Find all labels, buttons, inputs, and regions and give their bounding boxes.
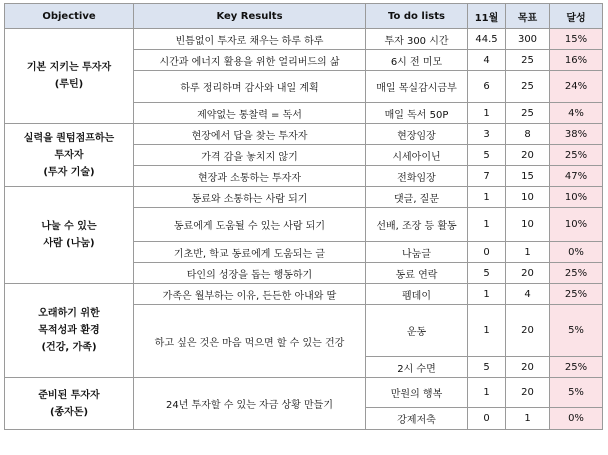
table-row <box>5 29 603 50</box>
goal-cell: 8 <box>506 124 550 145</box>
header-key-results: Key Results <box>134 4 366 29</box>
todo-cell: 투자 300 시간 <box>366 29 468 50</box>
header-november: 11월 <box>468 4 506 29</box>
november-cell: 4 <box>468 50 506 71</box>
achievement-cell: 25% <box>550 357 603 378</box>
objective-cell: 기본 지키는 투자자 (루틴) <box>5 29 134 124</box>
achievement-cell: 47% <box>550 166 603 187</box>
november-cell: 1 <box>468 305 506 357</box>
achievement-cell: 10% <box>550 187 603 208</box>
key-result-cell: 동료와 소통하는 사람 되기 <box>134 187 366 208</box>
november-cell: 0 <box>468 242 506 263</box>
table-row <box>5 187 603 208</box>
goal-cell: 15 <box>506 166 550 187</box>
objective-cell: 실력을 퀀텀점프하는 투자자 (투자 기술) <box>5 124 134 187</box>
key-result-cell: 하루 정리하며 감사와 내일 계획 <box>134 71 366 103</box>
achievement-cell: 5% <box>550 378 603 408</box>
todo-cell: 운동 <box>366 305 468 357</box>
key-result-cell: 현장에서 답을 찾는 투자자 <box>134 124 366 145</box>
goal-cell: 25 <box>506 103 550 124</box>
november-cell: 1 <box>468 284 506 305</box>
key-result-cell: 24년 투자할 수 있는 자금 상황 만들기 <box>134 378 366 430</box>
todo-cell: 댓글, 질문 <box>366 187 468 208</box>
key-result-cell: 하고 싶은 것은 마음 먹으면 할 수 있는 건강 <box>134 305 366 378</box>
header-todo: To do lists <box>366 4 468 29</box>
november-cell: 3 <box>468 124 506 145</box>
objective-cell: 준비된 투자자 (종자돈) <box>5 378 134 430</box>
november-cell: 6 <box>468 71 506 103</box>
header-row <box>5 4 603 29</box>
todo-cell: 2시 수면 <box>366 357 468 378</box>
todo-cell: 만원의 행복 <box>366 378 468 408</box>
goal-cell: 25 <box>506 50 550 71</box>
todo-cell: 시세아이닌 <box>366 145 468 166</box>
key-result-cell: 기초반, 학교 동료에게 도움되는 글 <box>134 242 366 263</box>
achievement-cell: 5% <box>550 305 603 357</box>
header-goal: 목표 <box>506 4 550 29</box>
key-result-cell: 가격 감을 놓치지 않기 <box>134 145 366 166</box>
key-result-cell: 가족은 월부하는 이유, 든든한 아내와 딸 <box>134 284 366 305</box>
table-row <box>5 284 603 305</box>
objective-cell: 나눌 수 있는 사람 (나눔) <box>5 187 134 284</box>
goal-cell: 10 <box>506 208 550 242</box>
header-achievement: 달성 <box>550 4 603 29</box>
key-result-cell: 현장과 소통하는 투자자 <box>134 166 366 187</box>
todo-cell: 전화임장 <box>366 166 468 187</box>
november-cell: 1 <box>468 103 506 124</box>
achievement-cell: 4% <box>550 103 603 124</box>
november-cell: 7 <box>468 166 506 187</box>
achievement-cell: 16% <box>550 50 603 71</box>
achievement-cell: 15% <box>550 29 603 50</box>
november-cell: 5 <box>468 145 506 166</box>
november-cell: 5 <box>468 357 506 378</box>
november-cell: 0 <box>468 408 506 430</box>
todo-cell: 나눔글 <box>366 242 468 263</box>
achievement-cell: 25% <box>550 284 603 305</box>
november-cell: 1 <box>468 378 506 408</box>
achievement-cell: 10% <box>550 208 603 242</box>
key-result-cell: 동료에게 도움될 수 있는 사람 되기 <box>134 208 366 242</box>
key-result-cell: 빈틈없이 투자로 채우는 하루 하루 <box>134 29 366 50</box>
todo-cell: 매일 독서 50P <box>366 103 468 124</box>
key-result-cell: 제약없는 통찰력 = 독서 <box>134 103 366 124</box>
achievement-cell: 24% <box>550 71 603 103</box>
achievement-cell: 25% <box>550 263 603 284</box>
goal-cell: 10 <box>506 187 550 208</box>
november-cell: 1 <box>468 208 506 242</box>
todo-cell: 강제저축 <box>366 408 468 430</box>
todo-cell: 선배, 조장 등 활동 <box>366 208 468 242</box>
goal-cell: 4 <box>506 284 550 305</box>
goal-cell: 25 <box>506 71 550 103</box>
header-objective: Objective <box>5 4 134 29</box>
table-row <box>5 378 603 408</box>
achievement-cell: 0% <box>550 408 603 430</box>
november-cell: 44.5 <box>468 29 506 50</box>
key-result-cell: 타인의 성장을 돕는 행동하기 <box>134 263 366 284</box>
todo-cell: 6시 전 미모 <box>366 50 468 71</box>
november-cell: 5 <box>468 263 506 284</box>
objective-cell: 오래하기 위한 목적성과 환경 (건강, 가족) <box>5 284 134 378</box>
achievement-cell: 25% <box>550 145 603 166</box>
goal-cell: 20 <box>506 145 550 166</box>
goal-cell: 20 <box>506 263 550 284</box>
november-cell: 1 <box>468 187 506 208</box>
goal-cell: 20 <box>506 357 550 378</box>
todo-cell: 펨데이 <box>366 284 468 305</box>
todo-cell: 동료 연락 <box>366 263 468 284</box>
todo-cell: 현장임장 <box>366 124 468 145</box>
goal-cell: 20 <box>506 305 550 357</box>
goal-cell: 20 <box>506 378 550 408</box>
table-row <box>5 124 603 145</box>
todo-cell: 매일 목실감시금부 <box>366 71 468 103</box>
goal-cell: 1 <box>506 242 550 263</box>
goal-cell: 300 <box>506 29 550 50</box>
achievement-cell: 0% <box>550 242 603 263</box>
okr-table <box>4 3 603 430</box>
goal-cell: 1 <box>506 408 550 430</box>
achievement-cell: 38% <box>550 124 603 145</box>
key-result-cell: 시간과 에너지 활용을 위한 얼리버드의 삶 <box>134 50 366 71</box>
